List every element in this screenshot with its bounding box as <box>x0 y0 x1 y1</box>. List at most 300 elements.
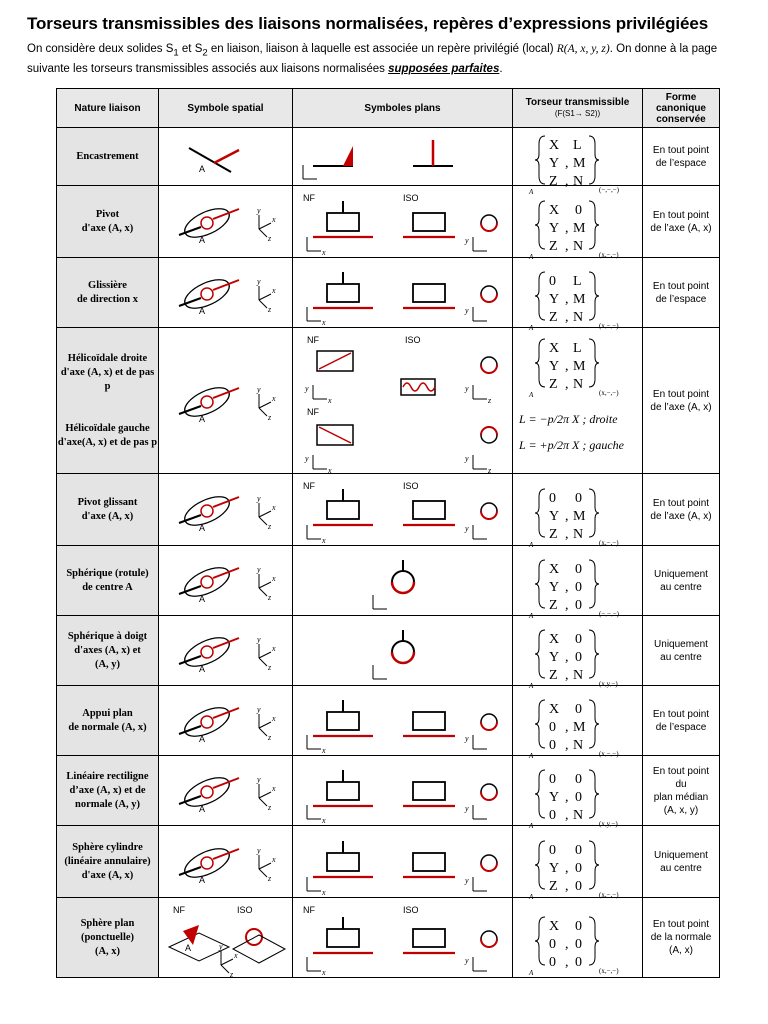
forme-line-1: En tout point <box>652 919 710 930</box>
svg-text:A: A <box>199 234 206 245</box>
svg-text:A: A <box>529 751 534 760</box>
liaison-name <box>57 616 159 686</box>
header-nature: Nature liaison <box>57 89 159 128</box>
torseur-base: (x,y,−) <box>599 679 618 688</box>
torseur-cell-left: Y <box>549 579 560 595</box>
table-row <box>57 616 720 686</box>
svg-text:x: x <box>322 967 326 977</box>
svg-text:,: , <box>565 807 569 823</box>
svg-text:y: y <box>257 704 261 714</box>
svg-text:y: y <box>465 803 469 813</box>
torseur-matrix <box>528 841 619 901</box>
svg-text:,: , <box>565 508 569 524</box>
plans-cell <box>293 826 513 898</box>
forme-cell <box>643 128 720 186</box>
torseur-cell-left: 0 <box>549 936 556 952</box>
torseur-cell-left: Z <box>549 376 558 392</box>
forme-line-1: En tout point <box>652 280 710 292</box>
torseur-cell-right: 0 <box>575 860 582 876</box>
spatial-cell <box>159 128 293 186</box>
spatial-symbol-2 <box>159 259 292 327</box>
header-plans: Symboles plans <box>293 89 513 128</box>
torseur-base: (x,−,−) <box>599 388 619 397</box>
spatial-symbol-9 <box>159 827 292 897</box>
svg-text:,: , <box>565 173 569 189</box>
forme-line-4: (A, x, y) <box>663 804 699 816</box>
liaison-name-line3: normale (A, y) <box>74 798 141 810</box>
intro-sub-1: 1 <box>173 47 179 59</box>
svg-text:x: x <box>234 950 238 960</box>
torseur-eq-droite: L = −p/2π X ; droite <box>519 411 618 426</box>
torseur-cell-left: Z <box>549 597 558 613</box>
forme-line-2: de l’axe (A, x) <box>650 222 712 234</box>
svg-text:z: z <box>268 233 272 243</box>
torseur-cell <box>513 474 643 549</box>
torseur-cell <box>513 898 643 978</box>
svg-text:y: y <box>465 875 469 885</box>
torseur-cell-left: Z <box>549 526 558 542</box>
svg-text:x: x <box>272 643 276 653</box>
liaison-name <box>57 686 159 756</box>
svg-text:x: x <box>272 502 276 512</box>
plans-cell <box>293 128 513 186</box>
torseur-10 <box>513 899 642 977</box>
plans-cell <box>293 474 513 546</box>
torseur-cell-left: X <box>549 340 560 356</box>
svg-text:A: A <box>199 733 206 744</box>
torseur-cell-left: Z <box>549 173 558 189</box>
svg-text:,: , <box>565 291 569 307</box>
spatial-cell <box>159 898 293 978</box>
svg-text:x: x <box>322 887 326 897</box>
torseur-base: (−,−,−) <box>599 609 620 618</box>
svg-text:y: y <box>465 955 469 965</box>
liaison-name-line1: Encastrement <box>76 150 139 162</box>
svg-text:,: , <box>565 220 569 236</box>
plan-symbol-1 <box>293 187 512 257</box>
torseur-8 <box>513 757 642 830</box>
liaison-name-line2: Hélicoïdale gauche d'axe(A, x) et de pas p <box>57 422 158 448</box>
torseur-cell-left: X <box>549 561 560 577</box>
intro-paragraph <box>27 41 742 78</box>
table-header-row <box>57 89 720 128</box>
forme-cell <box>643 898 720 978</box>
spatial-symbol-8 <box>159 757 292 825</box>
torseur-base: (x,−,−) <box>599 321 619 330</box>
liaison-name-line2: de centre A <box>82 581 133 593</box>
torseur-cell <box>513 258 643 332</box>
liaison-name-line3: (A, y) <box>94 658 121 670</box>
svg-text:y: y <box>465 523 469 533</box>
forme-line-1: En tout point <box>652 497 710 509</box>
svg-text:,: , <box>565 737 569 753</box>
spatial-symbol-1 <box>159 187 292 257</box>
plans-cell <box>293 756 513 826</box>
svg-text:,: , <box>565 526 569 542</box>
torseur-matrix <box>518 339 625 452</box>
svg-text:z: z <box>268 304 272 314</box>
forme-line-1: Uniquement <box>654 568 708 580</box>
svg-text:,: , <box>565 238 569 254</box>
svg-text:A: A <box>529 611 534 620</box>
svg-text:A: A <box>529 821 534 830</box>
svg-text:y: y <box>305 383 309 393</box>
torseur-cell-left: X <box>549 631 560 647</box>
torseur-7 <box>513 687 642 760</box>
forme-cell <box>643 546 720 616</box>
table-row <box>57 756 720 826</box>
spatial-cell <box>159 826 293 898</box>
torseur-cell-right: 0 <box>575 597 582 613</box>
liaison-name-line1: Sphère cylindre <box>72 841 143 853</box>
liaison-name <box>57 128 159 186</box>
plan-symbol-2 <box>293 259 512 327</box>
plan-symbol-10 <box>293 899 512 977</box>
torseur-4 <box>513 475 642 549</box>
forme-line-2: de l’espace <box>655 157 707 169</box>
intro-sub-2: 2 <box>202 47 208 59</box>
plan-symbol-0 <box>293 129 512 185</box>
svg-text:A: A <box>199 874 206 885</box>
forme-line-1: En tout point <box>652 708 710 720</box>
svg-text:x: x <box>272 285 276 295</box>
forme-line-2: de l’espace <box>655 293 707 305</box>
liaison-name-line2: d'axe (A, x) <box>81 222 134 234</box>
svg-text:ISO: ISO <box>403 904 419 915</box>
plan-symbol-7 <box>293 687 512 755</box>
forme-line-2: de l’axe (A, x) <box>650 510 712 522</box>
torseur-cell-left: 0 <box>549 719 556 735</box>
svg-text:,: , <box>565 155 569 171</box>
plans-cell <box>293 546 513 616</box>
torseur-base: (−,−,−) <box>599 185 620 194</box>
svg-text:z: z <box>268 662 272 672</box>
svg-text:z: z <box>230 969 234 979</box>
intro-text-1: On considère deux solides S <box>27 43 174 55</box>
svg-text:z: z <box>488 395 492 405</box>
forme-cell <box>643 258 720 328</box>
liaison-name-line2: d’axe (A, x) et de <box>69 784 146 796</box>
table-row <box>57 128 720 186</box>
svg-text:z: z <box>488 465 492 475</box>
svg-text:y: y <box>465 383 469 393</box>
torseur-cell-right: M <box>573 291 586 307</box>
torseur-cell-left: 0 <box>549 807 556 823</box>
forme-cell <box>643 756 720 826</box>
svg-text:y: y <box>465 453 469 463</box>
torseur-cell-right: N <box>573 309 584 325</box>
svg-text:A: A <box>529 892 534 901</box>
table-row <box>57 898 720 978</box>
svg-text:A: A <box>199 663 206 674</box>
torseur-cell-right: 0 <box>575 954 582 970</box>
plans-cell <box>293 686 513 756</box>
torseur-cell-right: 0 <box>575 842 582 858</box>
torseur-cell-left: Z <box>549 667 558 683</box>
svg-text:,: , <box>565 649 569 665</box>
svg-text:NF: NF <box>303 480 315 491</box>
liaison-name <box>57 756 159 826</box>
table-row <box>57 686 720 756</box>
forme-line-1: En tout point <box>652 765 710 777</box>
spatial-cell <box>159 186 293 258</box>
intro-text-5: . <box>499 63 503 76</box>
liaison-name <box>57 258 159 328</box>
svg-text:A: A <box>529 390 534 399</box>
svg-text:A: A <box>529 968 534 977</box>
liaison-name-line2: d'axe (A, x) <box>81 510 134 522</box>
forme-cell <box>643 474 720 546</box>
svg-text:ISO: ISO <box>405 334 421 345</box>
svg-text:x: x <box>272 214 276 224</box>
liaison-name <box>57 898 159 978</box>
svg-text:x: x <box>322 317 326 327</box>
torseur-cell-left: 0 <box>549 771 556 787</box>
svg-text:x: x <box>322 247 326 257</box>
forme-line-3: (A, x) <box>669 945 693 956</box>
spatial-symbol-5 <box>159 547 292 615</box>
svg-text:z: z <box>268 412 272 422</box>
torseur-cell-left: 0 <box>549 737 556 753</box>
spatial-symbol-3 <box>159 329 292 473</box>
header-torseur-sub: (F(S1→ S2)) <box>554 109 601 118</box>
torseur-cell-left: Y <box>549 789 560 805</box>
svg-text:A: A <box>199 522 206 533</box>
svg-text:z: z <box>268 592 272 602</box>
spatial-symbol-7 <box>159 687 292 755</box>
forme-line-2: au centre <box>660 581 702 593</box>
torseur-2 <box>513 259 642 332</box>
torseur-cell-right: N <box>573 737 584 753</box>
torseur-matrix <box>528 560 620 620</box>
torseur-base: (x,−,−) <box>599 890 619 899</box>
svg-text:y: y <box>257 205 261 215</box>
svg-text:y: y <box>257 276 261 286</box>
svg-text:y: y <box>257 493 261 503</box>
torseur-cell-right: L <box>573 137 582 153</box>
forme-cell <box>643 328 720 474</box>
point-label: A <box>199 163 206 174</box>
torseur-cell-right: 0 <box>575 561 582 577</box>
spatial-cell <box>159 258 293 328</box>
svg-text:,: , <box>565 579 569 595</box>
torseur-cell-left: Z <box>549 878 558 894</box>
torseur-cell-left: X <box>549 918 560 934</box>
torseur-cell-right: 0 <box>575 878 582 894</box>
svg-text:NF: NF <box>307 406 319 417</box>
svg-text:x: x <box>322 815 326 825</box>
torseur-cell-left: 0 <box>549 273 556 289</box>
forme-cell <box>643 686 720 756</box>
torseur-base: (x,−,−) <box>599 538 619 547</box>
svg-text:x: x <box>328 395 332 405</box>
torseur-cell-right: L <box>573 273 582 289</box>
spatial-cell <box>159 474 293 546</box>
forme-line-1: Uniquement <box>654 849 708 861</box>
liaison-name-line1: Pivot glissant <box>77 496 138 508</box>
torseur-cell-left: Y <box>549 155 560 171</box>
liaison-name-line1: Sphérique à doigt <box>67 630 148 642</box>
torseur-9 <box>513 827 642 901</box>
plan-symbol-4 <box>293 475 512 545</box>
liaison-name-line2: d'axes (A, x) et <box>74 644 141 656</box>
torseur-cell-right: 0 <box>575 789 582 805</box>
plan-symbol-9 <box>293 827 512 897</box>
svg-text:x: x <box>272 713 276 723</box>
torseur-cell-left: Z <box>549 238 558 254</box>
torseur-base: (x,−,−) <box>599 966 619 975</box>
torseur-cell-right: 0 <box>575 701 582 717</box>
svg-text:,: , <box>565 954 569 970</box>
torseur-cell-right: 0 <box>575 771 582 787</box>
svg-text:ISO: ISO <box>237 904 253 915</box>
forme-line-1: En tout point <box>652 388 710 400</box>
svg-text:x: x <box>272 854 276 864</box>
torseur-cell <box>513 328 643 474</box>
svg-text:y: y <box>465 305 469 315</box>
header-forme: Forme canonique conservée <box>643 89 720 128</box>
svg-text:,: , <box>565 358 569 374</box>
torseur-3 <box>513 329 642 473</box>
plan-symbol-8 <box>293 757 512 825</box>
torseur-cell-right: M <box>573 508 586 524</box>
table-row <box>57 546 720 616</box>
svg-text:y: y <box>257 564 261 574</box>
torseur-cell-left: Y <box>549 358 560 374</box>
forme-cell <box>643 826 720 898</box>
svg-text:y: y <box>465 235 469 245</box>
torseur-base: (x,−,−) <box>599 749 619 758</box>
liaison-name-line3: d'axe (A, x) <box>81 869 134 881</box>
torseur-cell-left: Y <box>549 220 560 236</box>
liaison-name <box>57 474 159 546</box>
torseur-cell-right: M <box>573 220 586 236</box>
svg-text:x: x <box>272 393 276 403</box>
intro-emphasis: supposées parfaites <box>388 63 500 76</box>
plan-symbol-3 <box>293 329 512 473</box>
torseur-matrix <box>528 630 618 690</box>
liaison-name-line1: Pivot <box>95 208 120 220</box>
torseur-cell-right: 0 <box>575 936 582 952</box>
torseur-eq-gauche: L = +p/2π X ; gauche <box>519 437 624 452</box>
table-row <box>57 328 720 474</box>
torseur-cell-right: 0 <box>575 202 582 218</box>
torseur-matrix <box>528 770 618 830</box>
torseur-cell-right: M <box>573 358 586 374</box>
header-torseur <box>513 89 643 128</box>
svg-text:,: , <box>565 597 569 613</box>
plan-symbol-6 <box>293 617 512 685</box>
torseur-cell-right: N <box>573 238 584 254</box>
svg-text:ISO: ISO <box>403 480 419 491</box>
liaison-name-line1: Hélicoïdale droite d'axe (A, x) et de pas p <box>60 352 155 392</box>
forme-line-1: Uniquement <box>654 638 708 650</box>
torseur-cell <box>513 686 643 760</box>
liaison-name-line2: (linéaire annulaire) <box>64 855 151 867</box>
svg-text:NF: NF <box>303 192 315 203</box>
svg-text:A: A <box>199 593 206 604</box>
forme-line-2: de l’axe (A, x) <box>650 401 712 413</box>
forme-line-2: du <box>675 778 687 790</box>
svg-text:A: A <box>199 305 206 316</box>
torseur-cell-right: 0 <box>575 490 582 506</box>
liaisons-table <box>56 88 720 978</box>
torseur-cell-left: X <box>549 137 560 153</box>
torseur-cell-right: M <box>573 155 586 171</box>
liaison-name-line3: (A, x) <box>94 945 121 957</box>
table-row <box>57 826 720 898</box>
torseur-cell-right: L <box>573 340 582 356</box>
svg-text:x: x <box>272 573 276 583</box>
torseur-cell-right: 0 <box>575 918 582 934</box>
torseur-cell <box>513 186 643 261</box>
torseur-cell-left: Y <box>549 508 560 524</box>
liaison-name <box>57 826 159 898</box>
svg-text:y: y <box>257 845 261 855</box>
torseur-cell-right: N <box>573 376 584 392</box>
torseur-5 <box>513 547 642 620</box>
svg-text:A: A <box>529 187 534 196</box>
forme-line-2: au centre <box>660 651 702 663</box>
plans-cell <box>293 898 513 978</box>
torseur-cell-right: M <box>573 719 586 735</box>
header-torseur-label: Torseur transmissible <box>525 97 630 108</box>
liaison-name-line1: Sphérique (rotule) <box>66 567 149 579</box>
svg-text:y: y <box>305 453 309 463</box>
torseur-base: (x,−,−) <box>599 250 619 259</box>
svg-text:A: A <box>199 803 206 814</box>
torseur-cell-left: Z <box>549 309 558 325</box>
svg-text:y: y <box>257 774 261 784</box>
svg-text:z: z <box>268 873 272 883</box>
svg-text:y: y <box>465 733 469 743</box>
plans-cell <box>293 328 513 474</box>
svg-text:x: x <box>272 783 276 793</box>
torseur-cell-left: Y <box>549 860 560 876</box>
torseur-cell-right: 0 <box>575 631 582 647</box>
plans-cell <box>293 616 513 686</box>
svg-text:ISO: ISO <box>403 192 419 203</box>
torseur-cell-right: N <box>573 526 584 542</box>
svg-text:NF: NF <box>173 904 185 915</box>
svg-text:A: A <box>199 413 206 424</box>
svg-text:,: , <box>565 376 569 392</box>
liaison-name-line1: Sphère plan <box>80 917 135 929</box>
torseur-matrix <box>528 272 619 332</box>
torseur-cell-right: N <box>573 173 584 189</box>
svg-text:A: A <box>185 942 192 953</box>
svg-text:x: x <box>328 465 332 475</box>
torseur-0 <box>513 129 642 196</box>
liaison-name-line2: de normale (A, x) <box>68 721 147 733</box>
torseur-matrix <box>528 917 619 977</box>
spatial-cell <box>159 328 293 474</box>
spatial-symbol-10 <box>159 899 292 977</box>
forme-line-2: de l’espace <box>655 721 707 733</box>
spatial-cell <box>159 616 293 686</box>
liaison-name-line1: Glissière <box>88 279 127 291</box>
svg-text:,: , <box>565 860 569 876</box>
table-row <box>57 258 720 328</box>
intro-text-3: en liaison, liaison à laquelle est associée un repère privilégié (local) <box>207 43 557 55</box>
intro-text-2: et S <box>178 43 203 55</box>
torseur-cell <box>513 826 643 901</box>
torseur-matrix <box>528 489 619 549</box>
svg-text:,: , <box>565 878 569 894</box>
torseur-cell-right: 0 <box>575 649 582 665</box>
svg-text:A: A <box>529 681 534 690</box>
spatial-symbol-6 <box>159 617 292 685</box>
